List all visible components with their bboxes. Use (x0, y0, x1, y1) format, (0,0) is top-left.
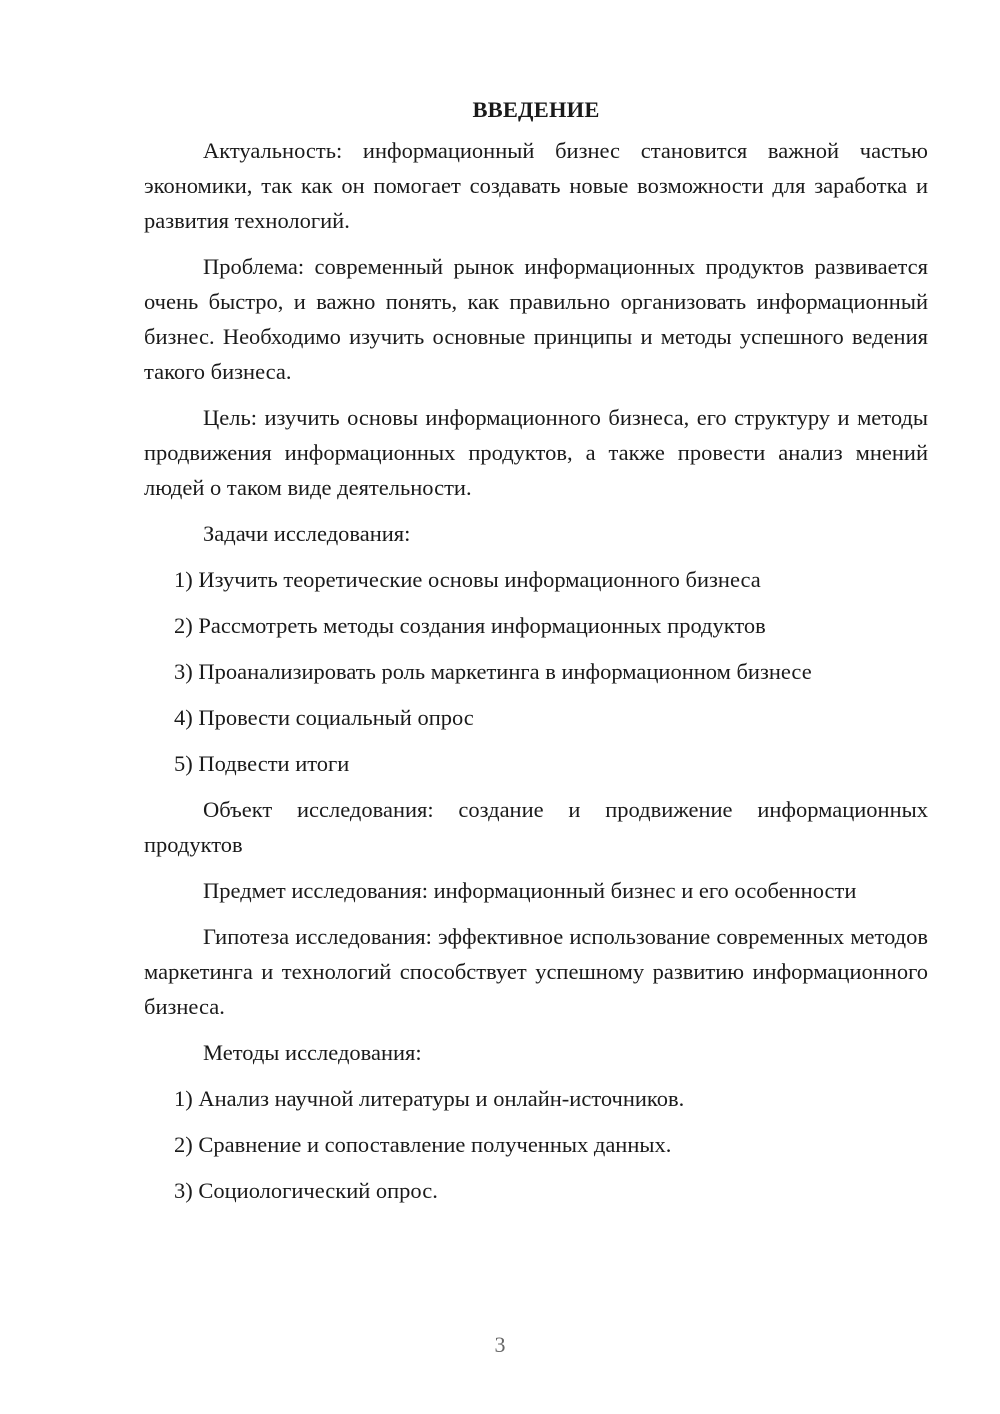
list-item: 1) Анализ научной литературы и онлайн-источников. (174, 1086, 685, 1111)
list-item: 2) Рассмотреть методы создания информационных продуктов (174, 613, 766, 638)
list-item: 3) Социологический опрос. (174, 1178, 438, 1203)
goal-paragraph: Цель: изучить основы информационного бизнеса, его структуру и методы продвижения информационных продуктов, а также провести анализ мнений людей о таком виде деятельности. (144, 405, 928, 500)
page-title: ВВЕДЕНИЕ (472, 97, 600, 122)
methods-list (144, 1081, 928, 1208)
page-number: 3 (494, 1332, 506, 1357)
list-item: 4) Провести социальный опрос (174, 705, 474, 730)
methods-heading: Методы исследования: (203, 1040, 422, 1065)
list-item: 1) Изучить теоретические основы информационного бизнеса (174, 567, 761, 592)
relevance-paragraph: Актуальность: информационный бизнес становится важной частью экономики, так как он помогает создавать новые возможности для заработка и развития технологий. (144, 138, 928, 233)
problem-paragraph: Проблема: современный рынок информационных продуктов развивается очень быстро, и важно понять, как правильно организовать информационный бизнес. Необходимо изучить основные принципы и методы успешного ведения такого бизнеса. (144, 254, 928, 384)
list-item: 3) Проанализировать роль маркетинга в информационном бизнесе (174, 659, 812, 684)
list-item: 2) Сравнение и сопоставление полученных данных. (174, 1132, 672, 1157)
document-body (144, 92, 928, 1219)
list-item: 5) Подвести итоги (174, 751, 350, 776)
subject-paragraph: Предмет исследования: информационный бизнес и его особенности (203, 878, 857, 903)
tasks-list (144, 562, 928, 781)
tasks-heading: Задачи исследования: (203, 521, 411, 546)
hypothesis-paragraph: Гипотеза исследования: эффективное использование современных методов маркетинга и технологий способствует успешному развитию информационного бизнеса. (144, 924, 928, 1019)
object-paragraph: Объект исследования: создание и продвижение информационных продуктов (144, 797, 928, 857)
